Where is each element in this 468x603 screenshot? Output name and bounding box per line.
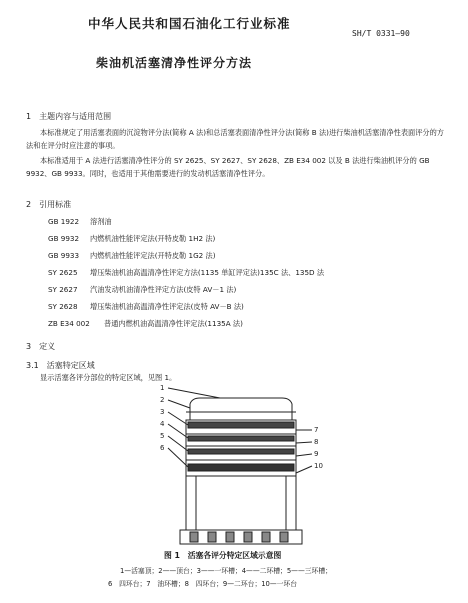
callout-label: 10 [314, 462, 323, 470]
standard-header: 中华人民共和国石油化工行业标准 [88, 16, 291, 31]
callout-label: 7 [314, 426, 319, 434]
callout-label: 6 [160, 444, 165, 452]
document-number: SH/T 0331—90 [352, 29, 410, 38]
reference-item: ZB E34 002 普通内燃机油高温清净性评定法(1135A 法) [48, 319, 243, 328]
section-1-paragraph-1: 本标准规定了用活塞表面的沉淀物评分法(简称 A 法)和总活塞表面清净性评分法(简称 B 法)进行柴油机活塞清净性表面评分的方法和在评分时应注意的事项。 [26, 128, 444, 150]
callout-label: 2 [160, 396, 165, 404]
section-3-heading: 3 定义 [26, 342, 56, 351]
section-3-1-heading: 3.1 活塞特定区域 [26, 361, 95, 370]
callout-label: 1 [160, 384, 165, 392]
callout-label: 5 [160, 432, 165, 440]
callout-label: 4 [160, 420, 165, 428]
callout-label: 3 [160, 408, 165, 416]
figure-caption: 图 1 活塞各评分特定区域示意图 [164, 551, 282, 560]
section-3-1-text: 显示活塞各评分部位的特定区域，见图 1。 [40, 373, 177, 382]
figure-legend-line-1: 1—活塞顶；2——顶台；3——一环槽；4——二环槽；5——三环槽； [120, 567, 332, 575]
reference-item: GB 1922 溶剂油 [48, 217, 112, 226]
callout-label: 8 [314, 438, 319, 446]
section-1-heading: 1 主题内容与适用范围 [26, 112, 112, 121]
reference-item: GB 9932 内燃机油性能评定法(开特皮勒 1H2 法) [48, 234, 216, 243]
reference-item: SY 2628 增压柴油机油高温清净性评定法(皮特 AV－B 法) [48, 302, 244, 311]
section-1-paragraph-2: 本标准适用于 A 法进行活塞清净性评分的 SY 2625、SY 2627、SY 2628、ZB E34 002 以及 B 法进行柴油机评分的 GB 9932、GB 9933。同时，也适用于其他需要进行的发动机活塞清净性评分。 [26, 156, 430, 178]
section-2-heading: 2 引用标准 [26, 200, 72, 209]
reference-item: SY 2625 增压柴油机油高温清净性评定方法(1135 单缸评定法)135C 法、135D 法 [48, 268, 325, 277]
reference-item: SY 2627 汽油发动机油清净性评定方法(皮特 AV－1 法) [48, 285, 237, 294]
piston-diagram [150, 380, 330, 546]
callout-label: 9 [314, 450, 319, 458]
figure-legend-line-2: 6 四环台；7 油环槽；8 四环台；9—二环台；10—一环台 [108, 580, 298, 588]
document-title: 柴油机活塞清净性评分方法 [96, 56, 253, 70]
reference-item: GB 9933 内燃机油性能评定法(开特皮勒 1G2 法) [48, 251, 216, 260]
